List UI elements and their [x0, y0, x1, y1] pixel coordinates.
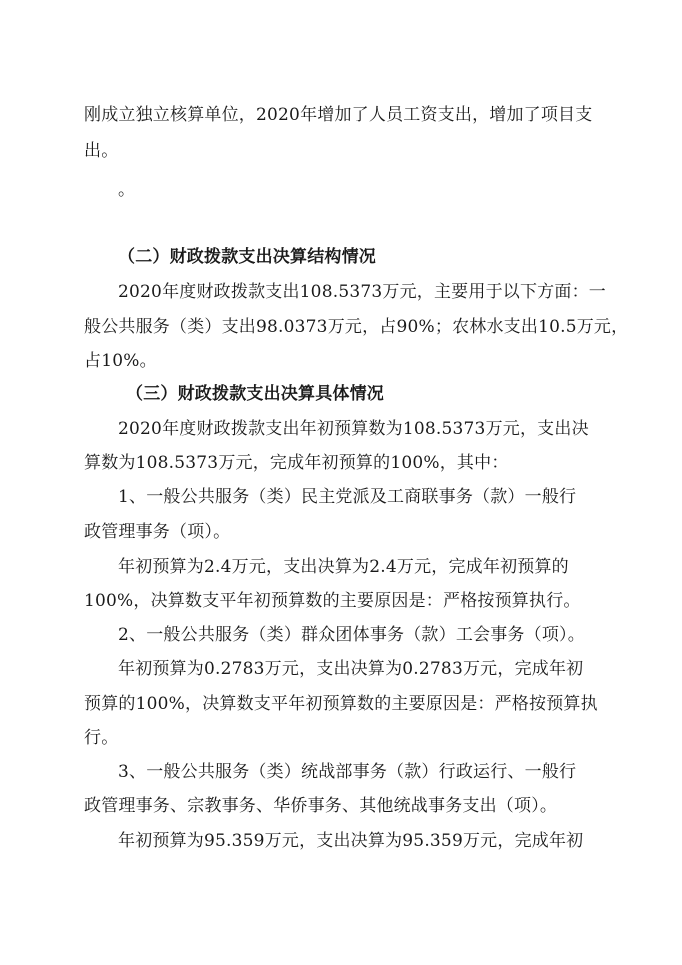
paragraph-line: 年初预算为0.2783万元，支出决算为0.2783万元，完成年初: [118, 659, 584, 679]
paragraph-line: 算数为108.5373万元，完成年初预算的100%，其中：: [84, 453, 509, 473]
paragraph-line: 2020年度财政拨款支出年初预算数为108.5373万元，支出决: [118, 419, 589, 439]
paragraph-line: 1、一般公共服务（类）民主党派及工商联事务（款）一般行: [118, 487, 577, 507]
section-heading-2: （二）财政拨款支出决算结构情况: [118, 247, 376, 267]
paragraph-line: 2、一般公共服务（类）群众团体事务（款）工会事务（项）。: [118, 625, 585, 645]
paragraph-line: 2020年度财政拨款支出108.5373万元，主要用于以下方面：一: [118, 282, 606, 302]
paragraph-line: 。: [118, 180, 136, 200]
paragraph-line: 3、一般公共服务（类）统战部事务（款）行政运行、一般行: [118, 762, 577, 782]
paragraph-line: 100%，决算数支平年初预算数的主要原因是：严格按预算执行。: [84, 591, 581, 611]
paragraph-line: 占10%。: [84, 351, 157, 371]
paragraph-line: 般公共服务（类）支出98.0373万元，占90%；农林水支出10.5万元，: [84, 317, 629, 337]
paragraph-line: 年初预算为2.4万元，支出决算为2.4万元，完成年初预算的: [118, 557, 569, 577]
paragraph-line: 行。: [84, 728, 119, 748]
paragraph-line: 政管理事务、宗教事务、华侨事务、其他统战事务支出（项）。: [84, 796, 558, 816]
paragraph-line: 刚成立独立核算单位，2020年增加了人员工资支出，增加了项目支: [84, 105, 593, 125]
paragraph-line: 年初预算为95.359万元，支出决算为95.359万元，完成年初: [118, 831, 584, 851]
paragraph-line: 出。: [84, 141, 119, 161]
paragraph-line: 政管理事务（项）。: [84, 522, 231, 542]
paragraph-line: 预算的100%，决算数支平年初预算数的主要原因是：严格按预算执: [84, 694, 598, 714]
section-heading-3: （三）财政拨款支出决算具体情况: [126, 384, 384, 404]
